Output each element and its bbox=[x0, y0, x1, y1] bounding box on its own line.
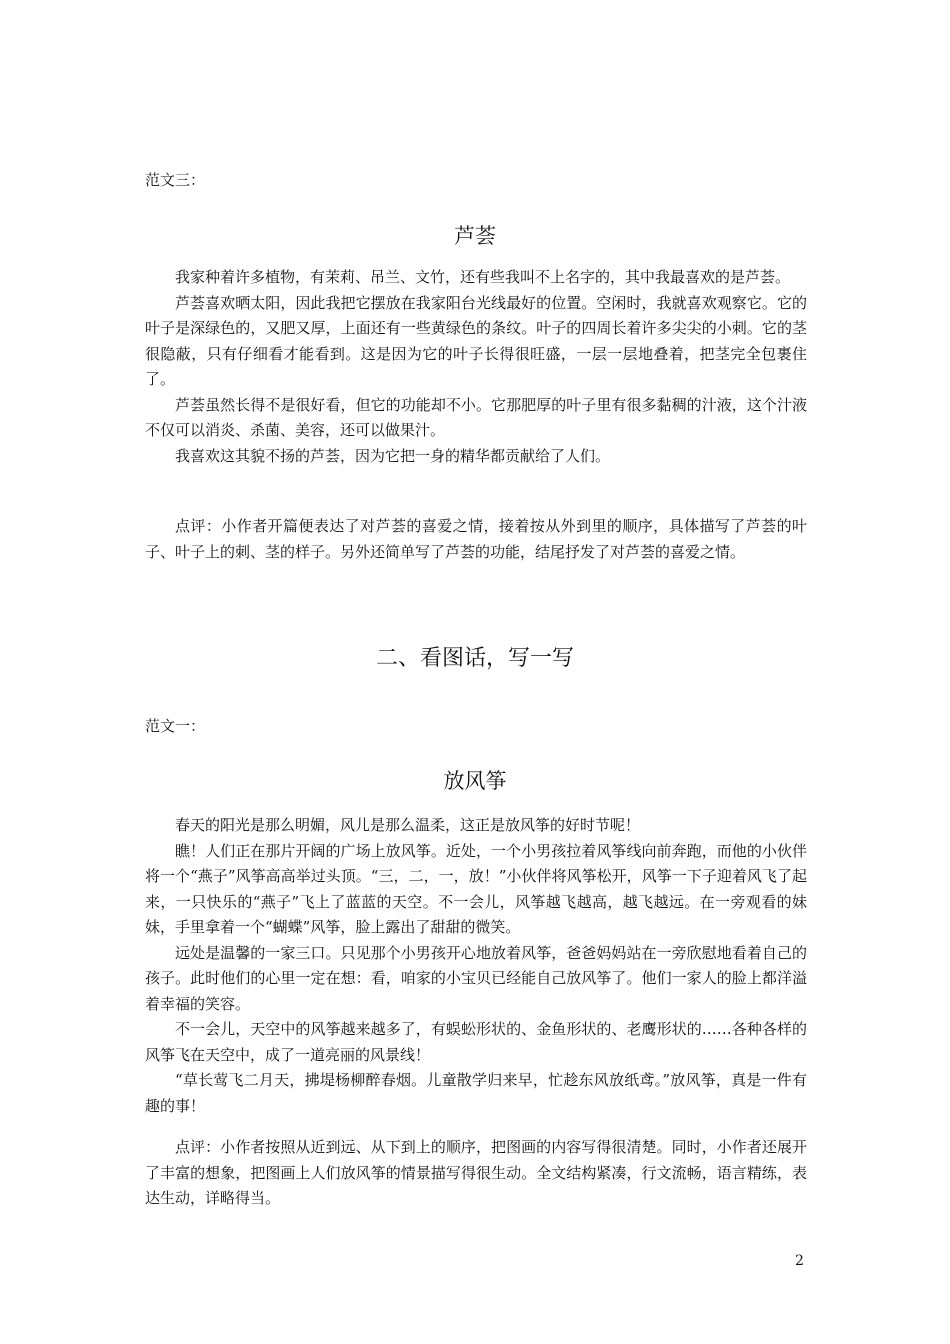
essay1-comment: 点评：小作者按照从近到远、从下到上的顺序，把图画的内容写得很清楚。同时，小作者还展开了丰富的想象，把图画上人们放风筝的情景描写得很生动。全文结构紧凑，行文流畅，语言精练，表达生动，详略得当。 bbox=[145, 1138, 807, 1207]
essay3-paragraph: 芦荟喜欢晒太阳，因此我把它摆放在我家阳台光线最好的位置。空闲时，我就喜欢观察它。它的叶子是深绿色的，又肥又厚，上面还有一些黄绿色的条纹。叶子的四周长着许多尖尖的小刺。它的茎很隐蔽，只有仔细看才能看到。这是因为它的叶子长得很旺盛，一层一层地叠着，把茎完全包裹住了。 bbox=[145, 293, 807, 388]
essay3-label: 范文三： bbox=[145, 171, 206, 189]
essay1-paragraph: 远处是温馨的一家三口。只见那个小男孩开心地放着风筝，爸爸妈妈站在一旁欣慰地看着自己的孩子。此时他们的心里一定在想：看，咱家的小宝贝已经能自己放风筝了。他们一家人的脸上都洋溢着幸福的笑容。 bbox=[145, 943, 807, 1013]
essay1-paragraph: “草长莺飞二月天，拂堤杨柳醉春烟。儿童散学归来早，忙趁东风放纸鸢。”放风筝，真是一件有趣的事！ bbox=[145, 1071, 807, 1115]
essay3-title: 芦荟 bbox=[454, 224, 496, 248]
essay1-body bbox=[145, 813, 807, 1119]
essay1-title: 放风筝 bbox=[443, 769, 507, 793]
essay1-paragraph: 春天的阳光是那么明媚，风儿是那么温柔，这正是放风筝的好时节呢！ bbox=[175, 816, 641, 834]
essay3-paragraph: 我家种着许多植物，有茉莉、吊兰、文竹，还有些我叫不上名字的，其中我最喜欢的是芦荟。 bbox=[175, 268, 791, 286]
essay3-comment: 点评：小作者开篇便表达了对芦荟的喜爱之情，接着按从外到里的顺序，具体描写了芦荟的叶子、叶子上的刺、茎的样子。另外还简单写了芦荟的功能，结尾抒发了对芦荟的喜爱之情。 bbox=[145, 517, 807, 561]
section2-title: 二、看图话，写一写 bbox=[375, 646, 574, 671]
essay3-body bbox=[145, 265, 807, 469]
essay1-label: 范文一： bbox=[145, 717, 206, 735]
essay3-paragraph: 芦荟虽然长得不是很好看，但它的功能却不小。它那肥厚的叶子里有很多黏稠的汁液，这个汁液不仅可以消炎、杀菌、美容，还可以做果汁。 bbox=[145, 395, 807, 439]
page-number: 2 bbox=[795, 1253, 804, 1269]
essay3-comment-block bbox=[145, 514, 807, 565]
essay1-comment-block bbox=[145, 1135, 807, 1212]
essay1-paragraph: 瞧！人们正在那片开阔的广场上放风筝。近处，一个小男孩拉着风筝线向前奔跑，而他的小伙伴将一个“燕子”风筝高高举过头顶。“三，二，一，放！”小伙伴将风筝松开，风筝一下子迎着风飞了起来，一只快乐的“燕子”飞上了蓝蓝的天空。不一会儿，风筝越飞越高，越飞越远。在一旁观看的妹妹，手里拿着一个“蝴蝶”风筝，脸上露出了甜甜的微笑。 bbox=[145, 841, 807, 936]
essay1-paragraph: 不一会儿，天空中的风筝越来越多了，有蜈蚣形状的、金鱼形状的、老鹰形状的……各种各样的风筝飞在天空中，成了一道亮丽的风景线！ bbox=[145, 1020, 807, 1064]
essay3-paragraph: 我喜欢这其貌不扬的芦荟，因为它把一身的精华都贡献给了人们。 bbox=[175, 446, 611, 465]
